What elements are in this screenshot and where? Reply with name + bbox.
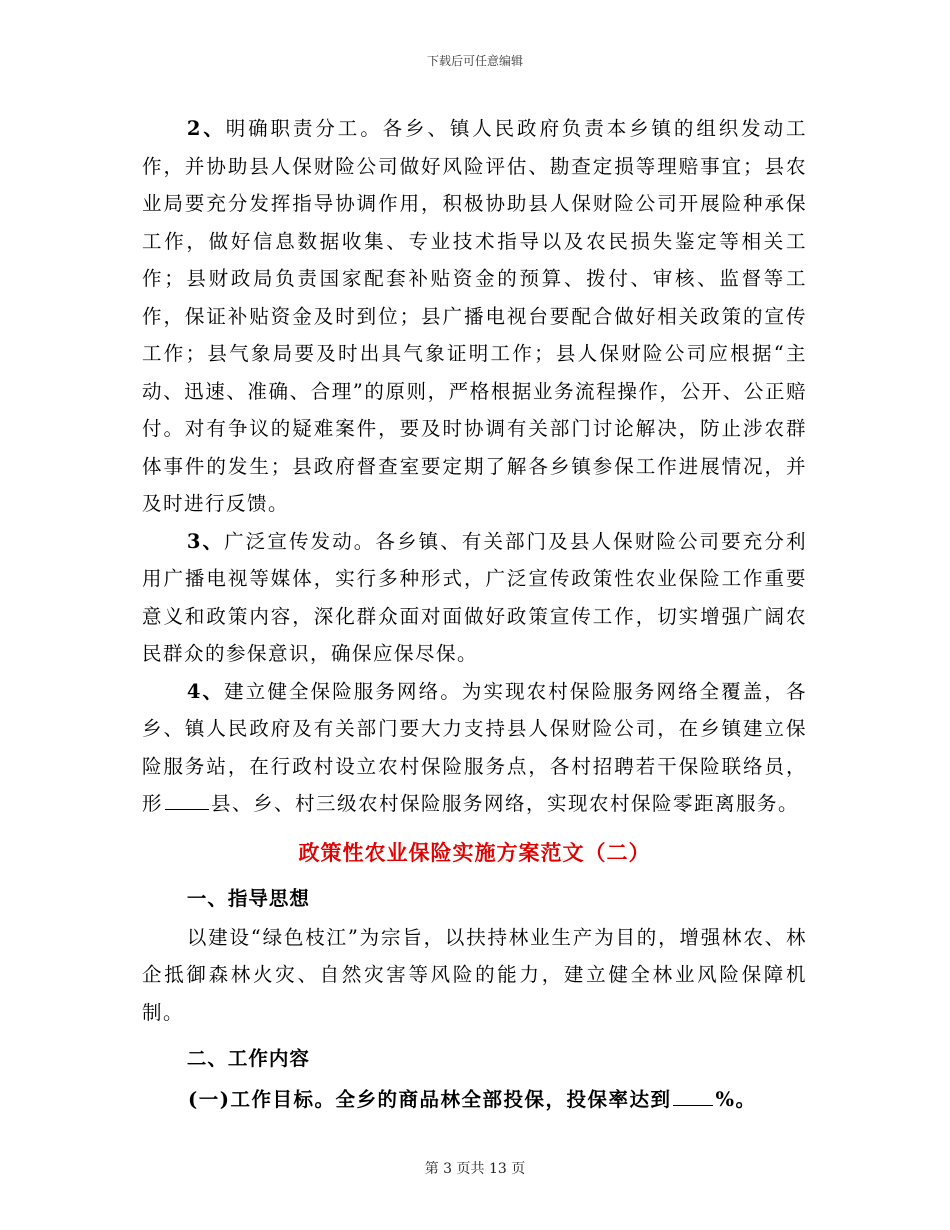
page-footer: 第 3 页共 13 页 bbox=[424, 1161, 526, 1177]
paragraph-guiding: 以建设“绿色枝江”为宗旨，以扶持林业生产为目的，增强林农、林企抵御森林火灾、自然灾害等风险的能力，建立健全林业风险保障机制。 bbox=[142, 925, 807, 1024]
heading-work-content: 二、工作内容 bbox=[186, 1047, 310, 1070]
fill-blank bbox=[673, 1086, 713, 1107]
item-number: 3、 bbox=[186, 529, 225, 553]
heading-guiding: 一、指导思想 bbox=[186, 886, 310, 910]
paragraph-text: 县、乡、村三级农村保险服务网络，实现农村保险零距离服务。 bbox=[211, 792, 800, 815]
item-number: 4、 bbox=[186, 679, 225, 703]
section-title: 政策性农业保险实施方案范文（二） bbox=[298, 839, 651, 865]
item-number: 2、 bbox=[186, 117, 226, 140]
paragraph-3 bbox=[142, 523, 807, 673]
work-goal-line bbox=[142, 1079, 807, 1121]
goal-text: (一)工作目标。全乡的商品林全部投保，投保率达到 bbox=[188, 1088, 672, 1111]
paragraph-4 bbox=[142, 673, 807, 823]
fill-blank bbox=[165, 790, 209, 811]
paragraph-text: 广泛宣传发动。各乡镇、有关部门及县人保财险公司要充分利用广播电视等媒体，实行多种形式，广泛宣传政策性农业保险工作重要意义和政策内容，深化群众面对面做好政策宣传工作，切实增强广阔农民群众的参保意识，确保应保尽保。 bbox=[142, 529, 807, 665]
paragraph-text: 建立健全保险服务网络。为实现农村保险服务网络全覆盖，各乡、镇人民政府及有关部门要大力支持县人保财险公司，在乡镇建立保险服务站，在行政村设立农村保险服务点，各村招聘若干保险联络员，形 bbox=[142, 679, 807, 815]
goal-text-end: %。 bbox=[715, 1088, 757, 1111]
page-header: 下载后可任意编辑 bbox=[426, 54, 523, 68]
paragraph-text: 明确职责分工。各乡、镇人民政府负责本乡镇的组织发动工作，并协助县人保财险公司做好风险评估、勘查定损等理赔事宜；县农业局要充分发挥指导协调作用，积极协助县人保财险公司开展险种承保工作，做好信息数据收集、专业技术指导以及农民损失鉴定等相关工作；县财政局负责国家配套补贴资金的预算、拨付、审核、监督等工作，保证补贴资金及时到位；县广播电视台要配合做好相关政策的宣传工作；县气象局要及时出具气象证明工作；县人保财险公司应根据“主动、迅速、准确、合理”的原则，严格根据业务流程操作，公开、公正赔付。对有争议的疑难案件，要及时协调有关部门讨论解决，防止涉农群体事件的发生；县政府督查室要定期了解各乡镇参保工作进展情况，并及时进行反馈。 bbox=[142, 117, 807, 515]
document-body bbox=[142, 110, 807, 1121]
paragraph-2 bbox=[142, 110, 807, 523]
